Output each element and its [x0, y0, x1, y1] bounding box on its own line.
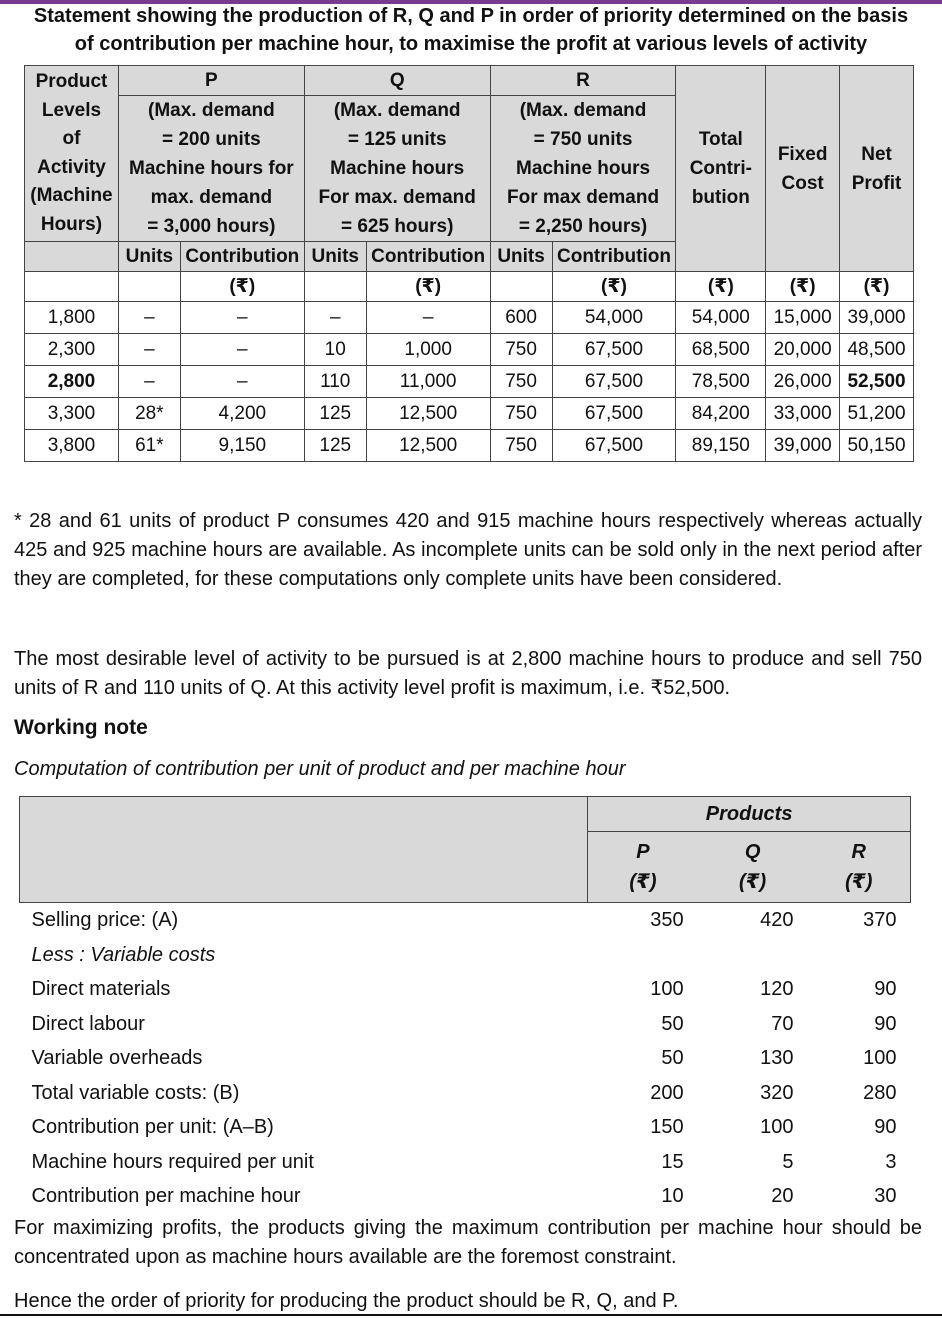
- p-units-header: Units: [118, 242, 180, 272]
- p-demand-description: (Max. demand = 200 units Machine hours for max. demand = 3,000 hours): [118, 96, 304, 242]
- r-demand-description: (Max. demand = 750 units Machine hours For max demand = 2,250 hours): [490, 96, 676, 242]
- q-demand-description: (Max. demand = 125 units Machine hours For max. demand = 625 hours): [304, 96, 490, 242]
- p-contribution-header: Contribution: [180, 242, 304, 272]
- table-row: 2,300 – – 10 1,000 750 67,500 68,500 20,000 48,500: [25, 334, 914, 366]
- q-contribution-header: Contribution: [366, 242, 490, 272]
- fixed-cost-header: Fixed Cost: [766, 66, 840, 272]
- table-row: Machine hours required per unit 15 5 3: [31, 1150, 897, 1173]
- product-levels-header: Product Levels of Activity (Machine Hours): [25, 66, 119, 242]
- table-row: 3,800 61* 9,150 125 12,500 750 67,500 89,150 39,000 50,150: [25, 430, 914, 462]
- table-row: Less : Variable costs: [31, 943, 216, 966]
- closing-paragraph: For maximizing profits, the products giving the maximum contribution per machine hour should be concentrated upon as machine hours available are the foremost constraint.: [14, 1217, 922, 1268]
- table-row: Contribution per unit: (A–B) 150 100 90: [31, 1116, 897, 1139]
- table-row: Contribution per machine hour 10 20 30: [31, 1185, 897, 1208]
- col-r-header: R (₹): [808, 832, 911, 903]
- contribution-computation-table: [19, 796, 911, 1214]
- conclusion-paragraph: The most desirable level of activity to be pursued is at 2,800 machine hours to produce and sell 750 units of R and 110 units of Q. At this activity level profit is maximum, i.e. ₹52,500.: [14, 648, 922, 699]
- q-header: Q: [304, 66, 490, 96]
- total-contribution-header: Total Contri- bution: [676, 66, 766, 272]
- working-note-subheading: Computation of contribution per unit of product and per machine hour: [14, 758, 626, 780]
- net-profit-header: Net Profit: [840, 66, 914, 272]
- blank-cell: [25, 242, 119, 272]
- priority-statement-table: [24, 65, 914, 462]
- r-contribution-header: Contribution: [552, 242, 676, 272]
- table-row: Selling price: (A) 350 420 370: [20, 903, 911, 938]
- products-header: Products: [588, 797, 911, 832]
- priority-order-sentence: Hence the order of priority for producing the product should be R, Q, and P.: [14, 1290, 679, 1312]
- rupee-label: (₹): [676, 272, 766, 302]
- table-row: Direct labour 50 70 90: [31, 1012, 897, 1035]
- p-header: P: [118, 66, 304, 96]
- table-row: Total variable costs: (B) 200 320 280: [31, 1081, 897, 1104]
- r-units-header: Units: [490, 242, 552, 272]
- rupee-label: (₹): [366, 272, 490, 302]
- table-row-optimal: 2,800 – – 110 11,000 750 67,500 78,500 26,000 52,500: [25, 366, 914, 398]
- table-row: 3,300 28* 4,200 125 12,500 750 67,500 84,200 33,000 51,200: [25, 398, 914, 430]
- table-row: Direct materials 100 120 90: [31, 978, 897, 1001]
- working-note-heading: Working note: [14, 716, 148, 739]
- q-units-header: Units: [304, 242, 366, 272]
- table-row: 1,800 – – – – 600 54,000 54,000 15,000 39,000: [25, 302, 914, 334]
- rupee-label: (₹): [180, 272, 304, 302]
- col-p-header: P (₹): [588, 832, 698, 903]
- table-row: Variable overheads 50 130 100: [31, 1047, 897, 1070]
- footnote: * 28 and 61 units of product P consumes 420 and 915 machine hours respectively whereas actually 425 and 925 machine hours are available. As incomplete units can be sold only in the next period after they are completed, for these computations only complete units have been considered.: [14, 510, 922, 590]
- blank-header-cell: [20, 797, 588, 903]
- rupee-label: (₹): [840, 272, 914, 302]
- title-line-1: Statement showing the production of R, Q and P in order of priority determined on the basis: [33, 5, 909, 27]
- statement-title: [0, 2, 942, 58]
- rupee-label: (₹): [766, 272, 840, 302]
- col-q-header: Q (₹): [698, 832, 808, 903]
- title-line-2: of contribution per machine hour, to maximise the profit at various levels of activity: [74, 33, 868, 55]
- rupee-label: (₹): [552, 272, 676, 302]
- bottom-rule: [0, 1314, 942, 1316]
- r-header: R: [490, 66, 676, 96]
